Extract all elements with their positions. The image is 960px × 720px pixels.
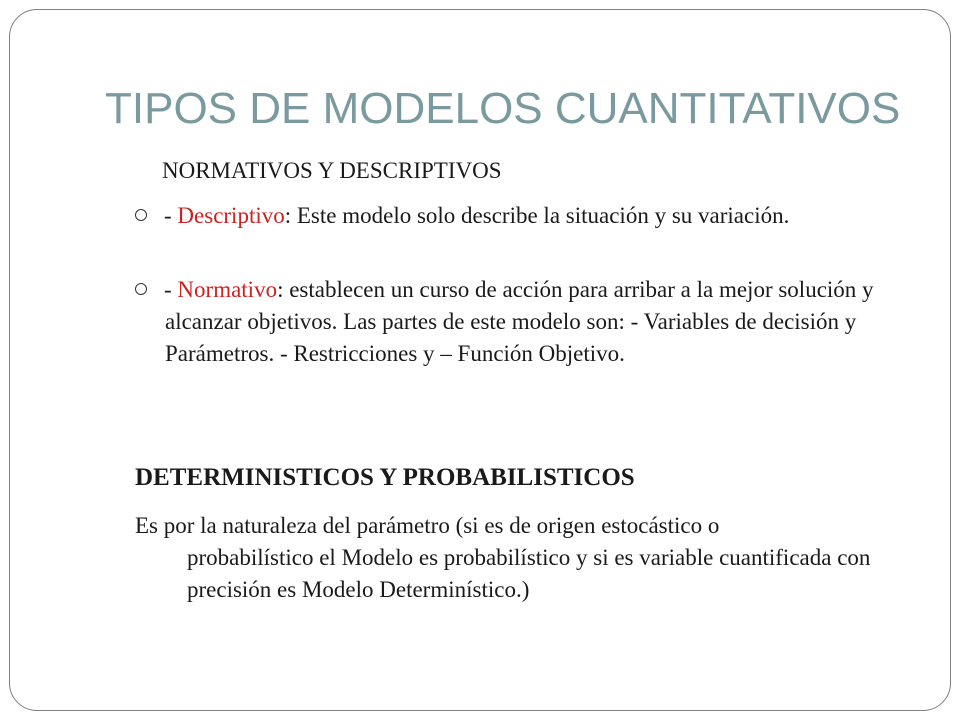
bullet-rest: : Este modelo solo describe la situación y su variación.	[284, 203, 790, 228]
bullet-text	[165, 200, 895, 232]
section-paragraph	[135, 510, 905, 606]
circle-bullet-icon	[135, 283, 147, 295]
bullet-term: Descriptivo	[177, 203, 285, 228]
bullet-prefix: -	[164, 277, 178, 302]
bullet-text	[165, 274, 895, 370]
slide-title: TIPOS DE MODELOS CUANTITATIVOS	[105, 84, 901, 133]
paragraph-continuation: probabilístico el Modelo es probabilístico y si es variable cuantificada con precisión es Modelo Determinístico.)	[187, 545, 871, 602]
bullet-rest: : establecen un curso de acción para arribar a la mejor solución y alcanzar objetivos. Las partes de este modelo son: - Variables de decisión y Parámetros. - Restricciones y – Función Objetivo.	[165, 277, 874, 366]
section-heading-deterministicos: DETERMINISTICOS Y PROBABILISTICOS	[135, 464, 635, 491]
paragraph-first-line: Es por la naturaleza del parámetro (si es de origen estocástico o	[135, 513, 720, 538]
bullet-normativo	[135, 274, 895, 370]
bullet-descriptivo	[135, 200, 895, 232]
bullet-term: Normativo	[177, 277, 278, 302]
section-heading-normativos: NORMATIVOS Y DESCRIPTIVOS	[162, 158, 502, 183]
circle-bullet-icon	[135, 209, 147, 221]
bullet-prefix: -	[164, 203, 178, 228]
